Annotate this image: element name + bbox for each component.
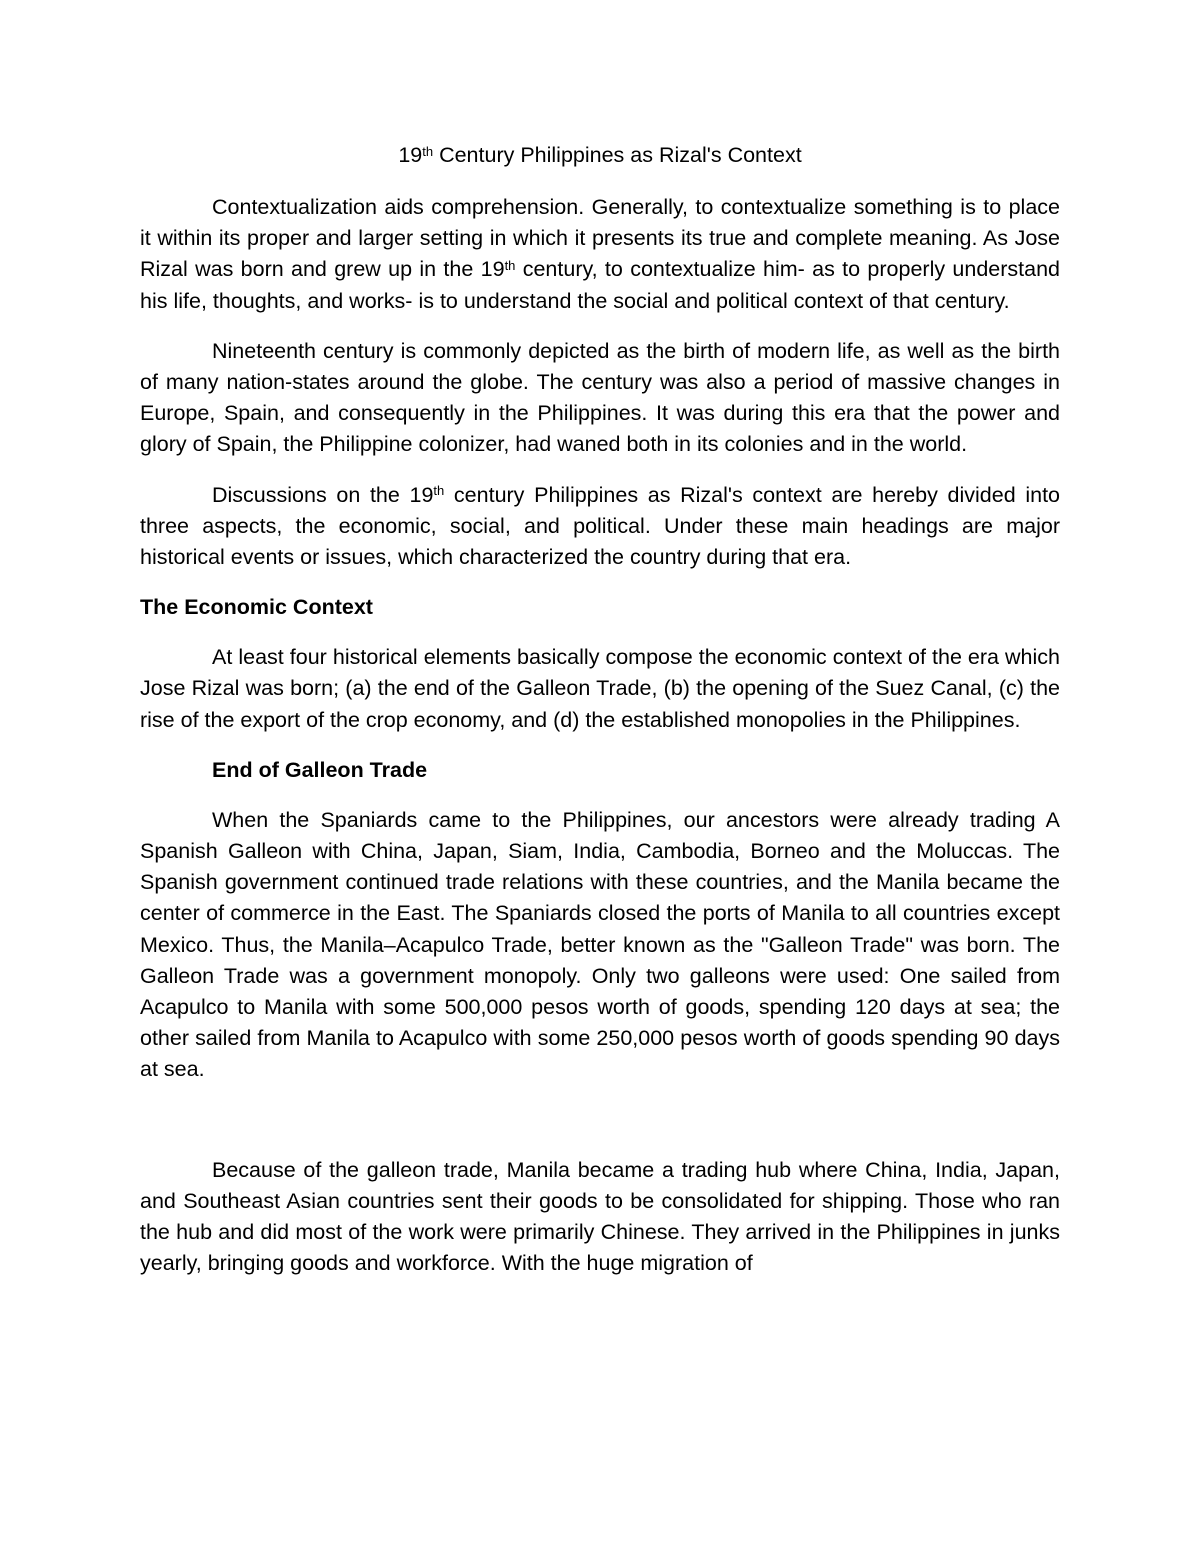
intro-p1-superscript: th	[504, 258, 516, 274]
economic-context-heading: The Economic Context	[140, 595, 373, 620]
title-superscript: th	[422, 143, 434, 159]
galleon-paragraph-1: When the Spaniards came to the Philippines, our ancestors were already trading A Spanish Galleon with China, Japan, Siam, India, Cambodia, Borneo and the Moluccas. The Spanish government continued trade relations with these countries, and the Manila became the center of commerce in the East. The Spaniards closed the ports of Manila to all countries except Mexico. Thus, the Manila–Acapulco Trade, better known as the "Galleon Trade" was born. The Galleon Trade was a government monopoly. Only two galleons were used: One sailed from Acapulco to Manila with some 500,000 pesos worth of goods, spending 120 days at sea; the other sailed from Manila to Acapulco with some 250,000 pesos worth of goods spending 90 days at sea.	[140, 807, 1060, 1082]
intro-paragraph-1	[140, 192, 1060, 317]
intro-p1-text-a: Contextualization aids comprehension. Generally, to contextualize something is to place it within its proper and larger setting in which it presents its true and complete meaning. As Jose Rizal was born and grew up in the 19	[140, 195, 1060, 282]
page-title	[140, 140, 1060, 171]
document-page	[140, 140, 1060, 1279]
intro-p3-text-b: century Philippines as Rizal's context are hereby divided into three aspects, the economic, social, and political. Under these main headings are major historical events or issues, which characterized the country during that era.	[140, 482, 1061, 570]
paragraph-gap	[140, 1105, 1060, 1155]
title-text-pre: 19	[398, 143, 423, 167]
intro-p3-text-a: Discussions on the 19	[212, 482, 434, 507]
intro-p3-superscript: th	[433, 483, 445, 499]
intro-p1-text-b: century, to contextualize him- as to properly understand his life, thoughts, and works- is to understand the social and political context of that century.	[140, 257, 1060, 313]
galleon-trade-heading: End of Galleon Trade	[212, 757, 428, 782]
title-text-post: Century Philippines as Rizal's Context	[433, 143, 802, 167]
galleon-paragraph-2: Because of the galleon trade, Manila became a trading hub where China, India, Japan, and Southeast Asian countries sent their goods to be consolidated for shipping. Those who ran the hub and did most of the work were primarily Chinese. They arrived in the Philippines in junks yearly, bringing goods and workforce. With the huge migration of	[140, 1157, 1060, 1276]
economic-paragraph-1: At least four historical elements basically compose the economic context of the era which Jose Rizal was born; (a) the end of the Galleon Trade, (b) the opening of the Suez Canal, (c) the rise of the export of the crop economy, and (d) the established monopolies in the Philippines.	[140, 645, 1060, 732]
intro-paragraph-3	[140, 480, 1060, 574]
intro-paragraph-2: Nineteenth century is commonly depicted as the birth of modern life, as well as the birth of many nation-states around the globe. The century was also a period of massive changes in Europe, Spain, and consequently in the Philippines. It was during this era that the power and glory of Spain, the Philippine colonizer, had waned both in its colonies and in the world.	[140, 338, 1060, 457]
